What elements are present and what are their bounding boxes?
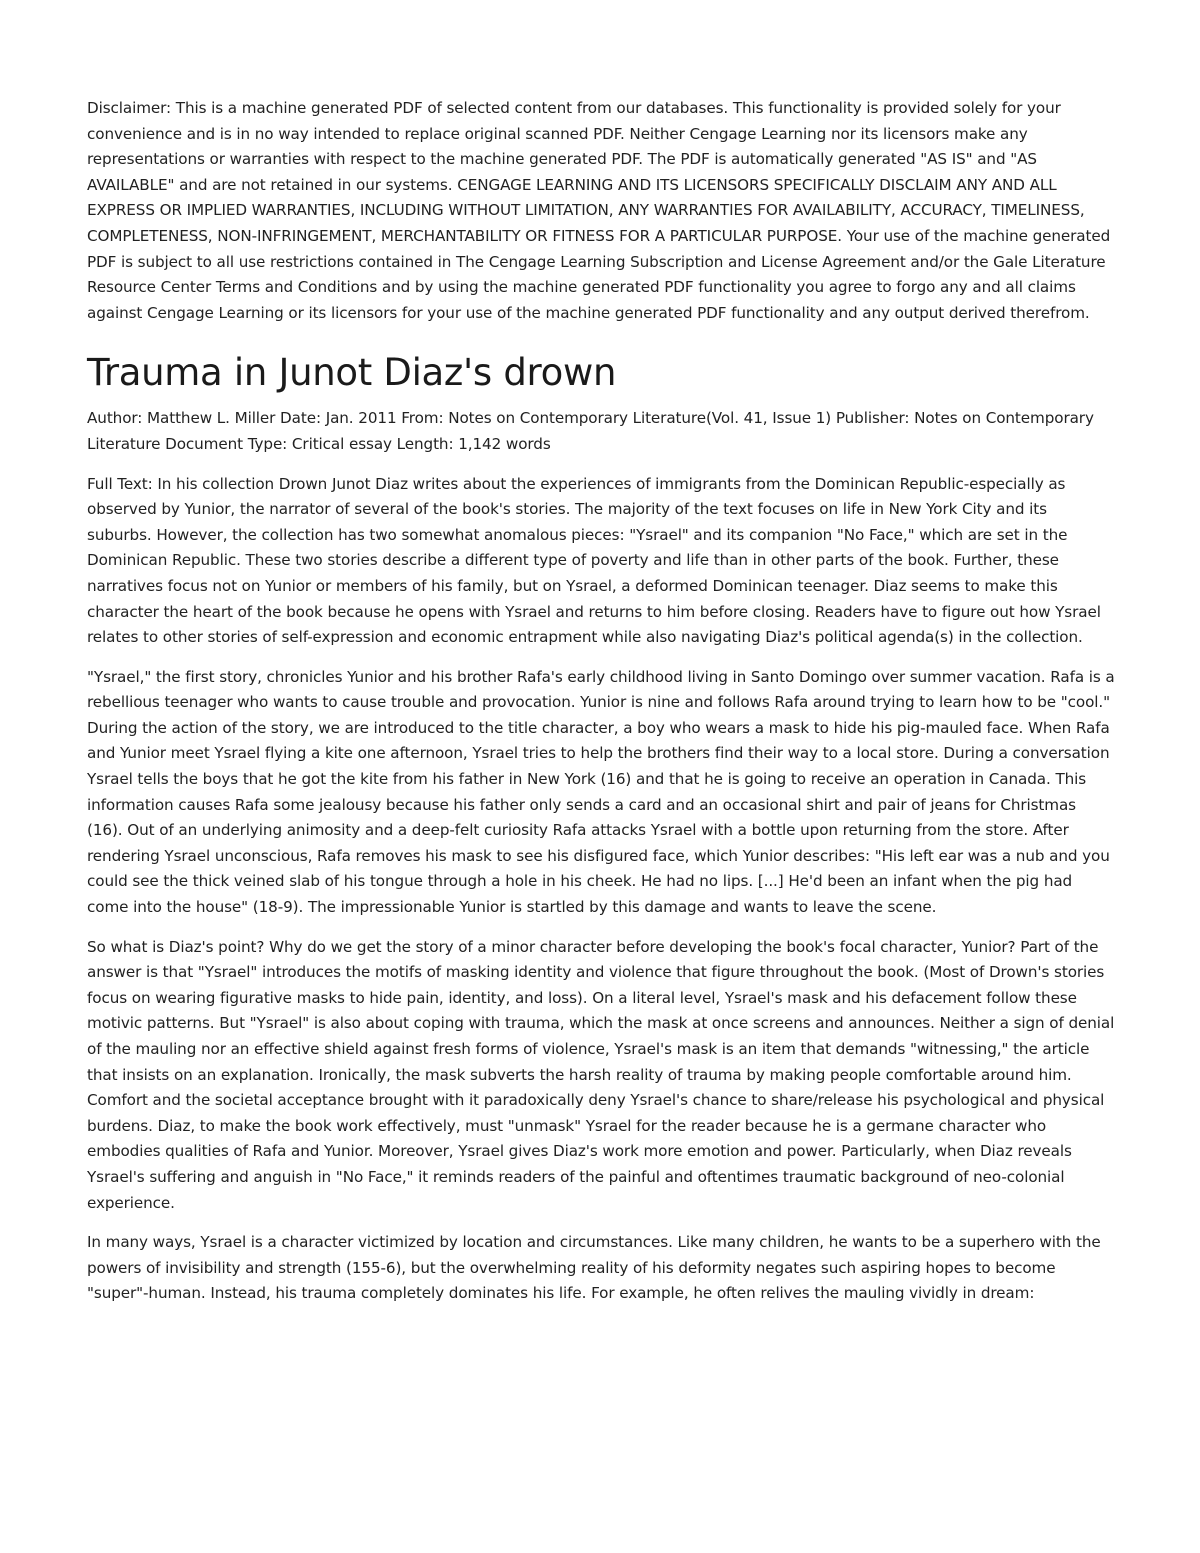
disclaimer-text: Disclaimer: This is a machine generated PDF of selected content from our databases. This functionality is provided solely for your convenience and is in no way intended to replace original scanned PDF. Neither Cengage Learning nor its licensors make any representations or warranties with respect to the machine generated PDF. The PDF is automatically generated "AS IS" and "AS AVAILABLE" and are not retained in our systems. CENGAGE LEARNING AND ITS LICENSORS SPECIFICALLY DISCLAIM ANY AND ALL EXPRESS OR IMPLIED WARRANTIES, INCLUDING WITHOUT LIMITATION, ANY WARRANTIES FOR AVAILABILITY, ACCURACY, TIMELINESS, COMPLETENESS, NON-INFRINGEMENT, MERCHANTABILITY OR FITNESS FOR A PARTICULAR PURPOSE. Your use of the machine generated PDF is subject to all use restrictions contained in The Cengage Learning Subscription and License Agreement and/or the Gale Literature Resource Center Terms and Conditions and by using the machine generated PDF functionality you agree to forgo any and all claims against Cengage Learning or its licensors for your use of the machine generated PDF functionality and any output derived therefrom. xyxy=(87,99,1111,322)
document-page xyxy=(87,96,1115,1321)
article-title: Trauma in Junot Diaz's drown xyxy=(87,351,617,395)
article-paragraph: So what is Diaz's point? Why do we get the story of a minor character before developing the book's focal character, Yunior? Part of the answer is that "Ysrael" introduces the motifs of masking identity and violence that figure throughout the book. (Most of Drown's stories focus on wearing figurative masks to hide pain, identity, and loss). On a literal level, Ysrael's mask and his defacement follow these motivic patterns. But "Ysrael" is also about coping with trauma, which the mask at once screens and announces. Neither a sign of denial of the mauling nor an effective shield against fresh forms of violence, Ysrael's mask is an item that demands "witnessing," the article that insists on an explanation. Ironically, the mask subverts the harsh reality of trauma by making people comfortable around him. Comfort and the societal acceptance brought with it paradoxically deny Ysrael's chance to share/release his psychological and physical burdens. Diaz, to make the book work effectively, must "unmask" Ysrael for the reader because he is a germane character who embodies qualities of Rafa and Yunior. Moreover, Ysrael gives Diaz's work more emotion and power. Particularly, when Diaz reveals Ysrael's suffering and anguish in "No Face," it reminds readers of the painful and oftentimes traumatic background of neo-colonial experience. xyxy=(87,937,1115,1212)
article-paragraph: In many ways, Ysrael is a character victimized by location and circumstances. Like many children, he wants to be a superhero with the powers of invisibility and strength (155-6), but the overwhelming reality of his deformity negates such aspiring hopes to become "super"-human. Instead, his trauma completely dominates his life. For example, he often relives the mauling vividly in dream: xyxy=(87,1233,1101,1303)
article-paragraph: "Ysrael," the first story, chronicles Yunior and his brother Rafa's early childhood living in Santo Domingo over summer vacation. Rafa is a rebellious teenager who wants to cause trouble and provocation. Yunior is nine and follows Rafa around trying to learn how to be "cool." During the action of the story, we are introduced to the title character, a boy who wears a mask to hide his pig-mauled face. When Rafa and Yunior meet Ysrael flying a kite one afternoon, Ysrael tries to help the brothers find their way to a local store. During a conversation Ysrael tells the boys that he got the kite from his father in New York (16) and that he is going to receive an operation in Canada. This information causes Rafa some jealousy because his father only sends a card and an occasional shirt and pair of jeans for Christmas (16). Out of an underlying animosity and a deep-felt curiosity Rafa attacks Ysrael with a bottle upon returning from the store. After rendering Ysrael unconscious, Rafa removes his mask to see his disfigured face, which Yunior describes: "His left ear was a nub and you could see the thick veined slab of his tongue through a hole in his cheek. He had no lips. [...] He'd been an infant when the pig had come into the house" (18-9). The impressionable Yunior is startled by this damage and wants to leave the scene. xyxy=(87,667,1115,917)
article-metadata: Author: Matthew L. Miller Date: Jan. 2011 From: Notes on Contemporary Literature(Vol. 41, Issue 1) Publisher: Notes on Contemporary Literature Document Type: Critical essay Length: 1,142 words xyxy=(87,409,1094,453)
article-paragraph: Full Text: In his collection Drown Junot Diaz writes about the experiences of immigrants from the Dominican Republic-especially as observed by Yunior, the narrator of several of the book's stories. The majority of the text focuses on life in New York City and its suburbs. However, the collection has two somewhat anomalous pieces: "Ysrael" and its companion "No Face," which are set in the Dominican Republic. These two stories describe a different type of poverty and life than in other parts of the book. Further, these narratives focus not on Yunior or members of his family, but on Ysrael, a deformed Dominican teenager. Diaz seems to make this character the heart of the book because he opens with Ysrael and returns to him before closing. Readers have to figure out how Ysrael relates to other stories of self-expression and economic entrapment while also navigating Diaz's political agenda(s) in the collection. xyxy=(87,474,1101,647)
